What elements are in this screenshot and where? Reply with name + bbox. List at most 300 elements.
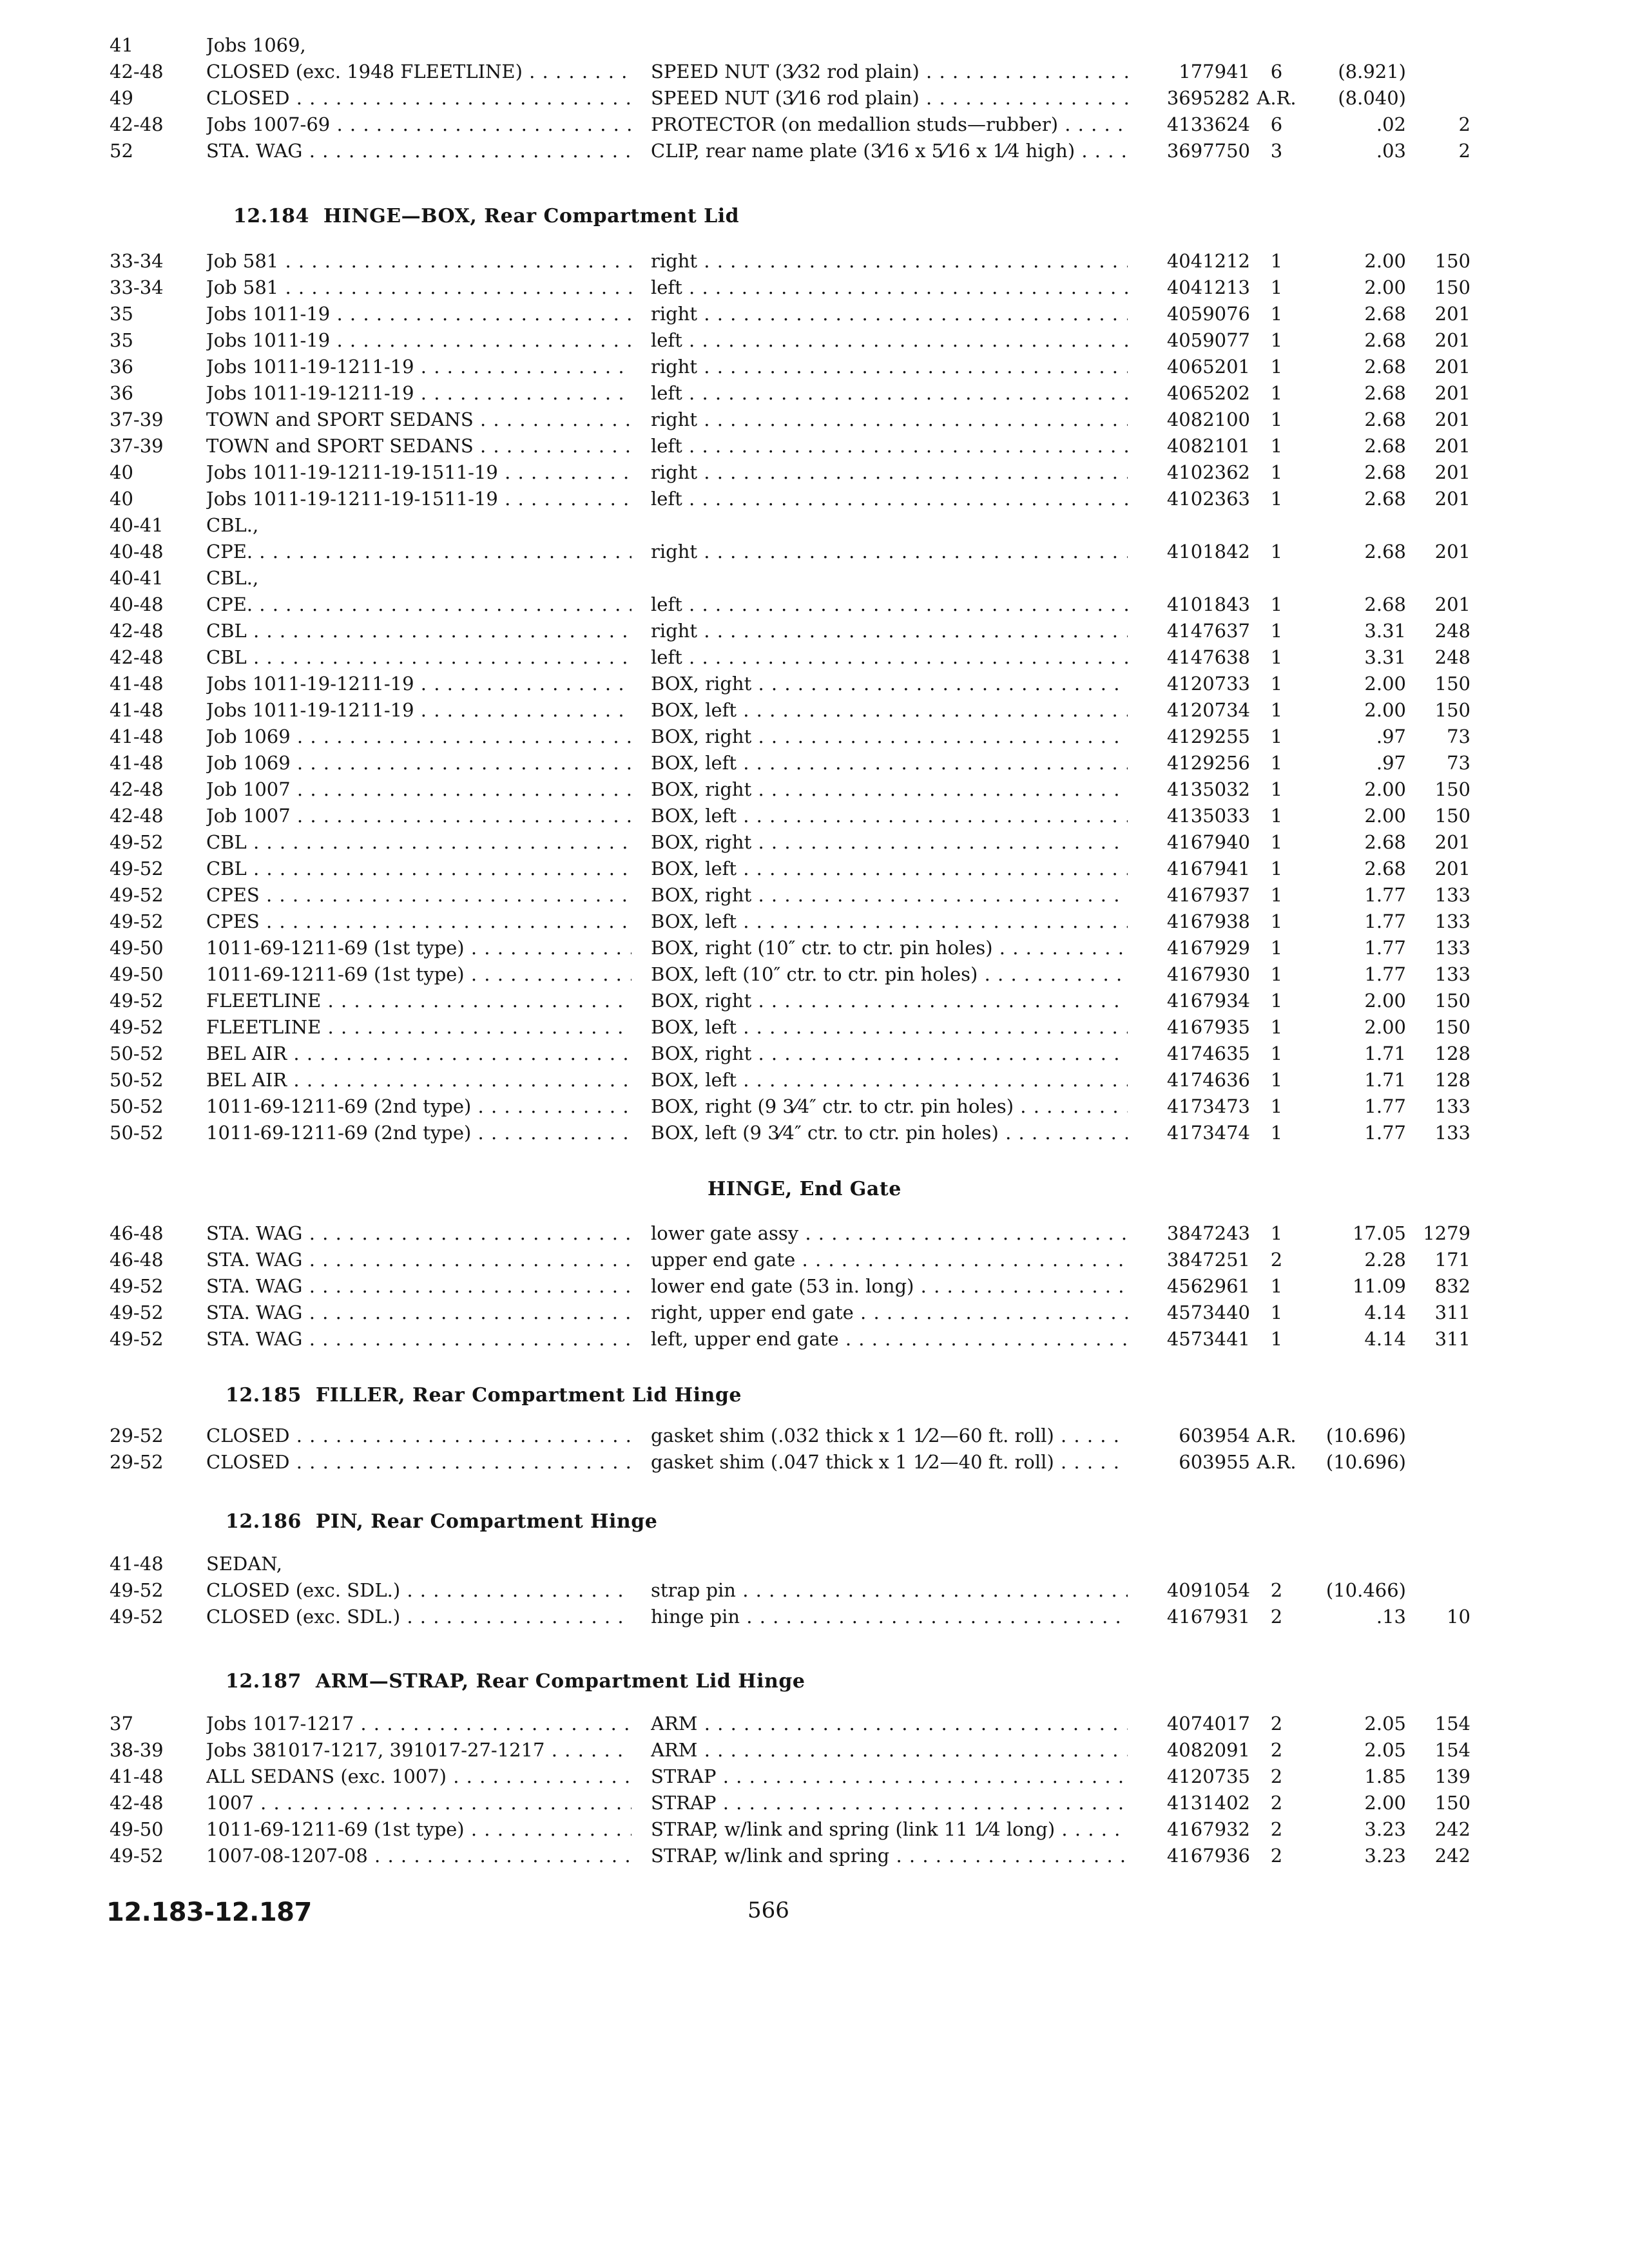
description-cell: BOX, left (9 3⁄4″ ctr. to ctr. pin holes) . . . [651,1120,1128,1146]
description-cell: BOX, right (10″ ctr. to ctr. pin holes) . . . [651,935,1128,961]
year-range-cell: 49-52 [110,858,164,879]
model-cell: BEL AIR . . . [206,1041,631,1067]
year-range-cell: 49-52 [110,1606,164,1628]
part-number-cell: 4167941 [1166,858,1250,879]
table-row [0,988,1629,1014]
list-price-cell: (8.040) [1338,87,1406,109]
list-price-cell: 11.09 [1352,1275,1406,1297]
model-cell: Jobs 1011-19-1211-19 . . . [206,671,631,697]
description-cell: right . . . [651,407,1128,433]
table-row [0,1816,1629,1843]
table-row [0,407,1629,433]
description-cell: right, upper end gate . . . [651,1300,1128,1326]
description-cell: gasket shim (.047 thick x 1 1⁄2—40 ft. roll) . . . [651,1449,1128,1475]
list-price-cell: 1.77 [1364,1122,1406,1144]
year-range-cell: 49-52 [110,1275,164,1297]
list-price-cell: 2.05 [1364,1739,1406,1761]
year-range-cell: 46-48 [110,1222,164,1244]
part-number-cell: 177941 [1179,61,1250,82]
quantity-cell: 2 [1270,1739,1283,1761]
quantity-cell: 1 [1270,1275,1283,1297]
list-price-cell: (10.696) [1325,1451,1406,1473]
dealer-cost-cell: 150 [1434,250,1470,272]
list-price-cell: 2.68 [1364,356,1406,378]
quantity-cell: 1 [1270,356,1283,378]
list-price-cell: 2.00 [1364,699,1406,721]
dealer-cost-cell: 128 [1434,1069,1470,1091]
part-number-cell: 4059076 [1166,303,1250,325]
table-row [0,565,1629,591]
model-cell: CBL., [206,514,259,536]
section-pin [0,1551,1629,1630]
dealer-cost-cell: 139 [1434,1765,1470,1787]
part-number-cell: 4173474 [1166,1122,1250,1144]
year-range-cell: 36 [110,382,133,404]
part-number-cell: 4174635 [1166,1043,1250,1064]
part-number-cell: 4101843 [1166,593,1250,615]
model-cell: CBL . . . [206,618,631,644]
description-cell: BOX, right . . . [651,724,1128,750]
dealer-cost-cell: 154 [1434,1739,1470,1761]
part-number-cell: 4135032 [1166,778,1250,800]
table-row [0,1273,1629,1300]
part-number-cell: 4074017 [1166,1713,1250,1735]
table-row [0,1067,1629,1093]
dealer-cost-cell: 201 [1434,488,1470,510]
table-row [0,59,1629,85]
list-price-cell: 2.00 [1364,673,1406,695]
part-number-cell: 4135033 [1166,805,1250,827]
dealer-cost-cell: 133 [1434,884,1470,906]
year-range-cell: 40-41 [110,567,164,589]
table-row [0,301,1629,327]
dealer-cost-cell: 201 [1434,831,1470,853]
list-price-cell: 2.68 [1364,488,1406,510]
year-range-cell: 35 [110,329,133,351]
table-row [0,1711,1629,1737]
year-range-cell: 38-39 [110,1739,164,1761]
part-number-cell: 4065201 [1166,356,1250,378]
section-title: PIN, Rear Compartment Hinge [315,1510,658,1533]
section-heading-12-185 [226,1384,742,1407]
dealer-cost-cell: 1279 [1423,1222,1470,1244]
dealer-cost-cell: 201 [1434,593,1470,615]
dealer-cost-cell: 248 [1434,620,1470,642]
list-price-cell: 1.77 [1364,963,1406,985]
quantity-cell: 1 [1270,778,1283,800]
model-cell: 1011-69-1211-69 (2nd type) . . . [206,1093,631,1120]
quantity-cell: 1 [1270,329,1283,351]
description-cell: hinge pin . . . [651,1604,1128,1630]
list-price-cell: 2.68 [1364,831,1406,853]
list-price-cell: 1.77 [1364,910,1406,932]
list-price-cell: .02 [1376,113,1406,135]
quantity-cell: 1 [1270,963,1283,985]
list-price-cell: 17.05 [1352,1222,1406,1244]
list-price-cell: 2.05 [1364,1713,1406,1735]
part-number-cell: 4041213 [1166,276,1250,298]
quantity-cell: 1 [1270,408,1283,430]
section-heading-end-gate [708,1178,901,1200]
dealer-cost-cell: 201 [1434,329,1470,351]
list-price-cell: 2.00 [1364,778,1406,800]
description-cell: BOX, left . . . [651,908,1128,935]
model-cell: FLEETLINE . . . [206,1014,631,1041]
description-cell: STRAP . . . [651,1763,1128,1790]
model-cell: STA. WAG . . . [206,1326,631,1352]
list-price-cell: .13 [1376,1606,1406,1628]
table-row [0,882,1629,908]
description-cell: right . . . [651,618,1128,644]
part-number-cell: 4147637 [1166,620,1250,642]
section-end-gate-hinge [0,1220,1629,1352]
table-row [0,380,1629,407]
quantity-cell: 1 [1270,1302,1283,1323]
year-range-cell: 49-50 [110,937,164,959]
dealer-cost-cell: 150 [1434,805,1470,827]
year-range-cell: 46-48 [110,1249,164,1271]
list-price-cell: 2.68 [1364,461,1406,483]
year-range-cell: 33-34 [110,250,164,272]
model-cell: CPES . . . [206,882,631,908]
description-cell: strap pin . . . [651,1577,1128,1604]
part-number-cell: 4129255 [1166,726,1250,747]
section-number: 12.184 [233,205,309,227]
model-cell: STA. WAG . . . [206,1273,631,1300]
model-cell: TOWN and SPORT SEDANS . . . [206,407,631,433]
part-number-cell: 4573440 [1166,1302,1250,1323]
dealer-cost-cell: 133 [1434,1095,1470,1117]
quantity-cell: 2 [1270,1845,1283,1867]
description-cell: left . . . [651,591,1128,618]
year-range-cell: 40-48 [110,593,164,615]
quantity-cell: 6 [1270,61,1283,82]
year-range-cell: 50-52 [110,1069,164,1091]
description-cell: SPEED NUT (3⁄32 rod plain) . . . [651,59,1128,85]
description-cell: BOX, right . . . [651,671,1128,697]
table-row [0,961,1629,988]
part-number-cell: 3695282 [1166,87,1250,109]
dealer-cost-cell: 154 [1434,1713,1470,1735]
quantity-cell: 1 [1270,303,1283,325]
year-range-cell: 52 [110,140,133,162]
list-price-cell: .03 [1376,140,1406,162]
part-number-cell: 4167940 [1166,831,1250,853]
year-range-cell: 40-41 [110,514,164,536]
description-cell: PROTECTOR (on medallion studs—rubber) . . . [651,111,1128,138]
dealer-cost-cell: 311 [1434,1328,1470,1350]
quantity-cell: 6 [1270,113,1283,135]
year-range-cell: 50-52 [110,1122,164,1144]
table-row [0,138,1629,164]
year-range-cell: 49-50 [110,1818,164,1840]
part-number-cell: 3847251 [1166,1249,1250,1271]
part-number-cell: 4120734 [1166,699,1250,721]
table-row [0,1014,1629,1041]
dealer-cost-cell: 150 [1434,276,1470,298]
dealer-cost-cell: 242 [1434,1818,1470,1840]
list-price-cell: 4.14 [1364,1302,1406,1323]
table-row [0,539,1629,565]
year-range-cell: 40 [110,461,133,483]
year-range-cell: 42-48 [110,778,164,800]
description-cell: left . . . [651,433,1128,459]
table-row [0,1300,1629,1326]
description-cell: lower end gate (53 in. long) . . . [651,1273,1128,1300]
year-range-cell: 41-48 [110,673,164,695]
quantity-cell: 1 [1270,488,1283,510]
list-price-cell: 2.00 [1364,990,1406,1012]
table-row [0,776,1629,803]
part-number-cell: 4573441 [1166,1328,1250,1350]
year-range-cell: 37 [110,1713,133,1735]
dealer-cost-cell: 2 [1458,140,1470,162]
description-cell: SPEED NUT (3⁄16 rod plain) . . . [651,85,1128,111]
table-row [0,1093,1629,1120]
year-range-cell: 49-52 [110,1016,164,1038]
part-number-cell: 4065202 [1166,382,1250,404]
list-price-cell: 2.68 [1364,541,1406,562]
model-cell: 1011-69-1211-69 (1st type) . . . [206,1816,631,1843]
quantity-cell: 1 [1270,250,1283,272]
part-number-cell: 4147638 [1166,646,1250,668]
model-cell: 1011-69-1211-69 (1st type) . . . [206,961,631,988]
model-cell: 1011-69-1211-69 (2nd type) . . . [206,1120,631,1146]
description-cell: lower gate assy . . . [651,1220,1128,1247]
dealer-cost-cell: 2 [1458,113,1470,135]
dealer-cost-cell: 201 [1434,303,1470,325]
quantity-cell: 1 [1270,831,1283,853]
table-row [0,32,1629,59]
section-heading-12-184 [233,205,739,227]
model-cell: Jobs 1011-19-1211-19-1511-19 . . . [206,459,631,486]
description-cell: left . . . [651,644,1128,671]
model-cell: ALL SEDANS (exc. 1007) . . . [206,1763,631,1790]
quantity-cell: 2 [1270,1765,1283,1787]
quantity-cell: A.R. [1257,1425,1296,1446]
description-cell: upper end gate . . . [651,1247,1128,1273]
part-number-cell: 4167932 [1166,1818,1250,1840]
section-continuation [0,32,1629,164]
description-cell: right . . . [651,459,1128,486]
list-price-cell: 1.77 [1364,937,1406,959]
table-row [0,1763,1629,1790]
quantity-cell: 1 [1270,620,1283,642]
list-price-cell: 2.68 [1364,329,1406,351]
table-row [0,1041,1629,1067]
table-row [0,111,1629,138]
part-number-cell: 4167934 [1166,990,1250,1012]
part-number-cell: 4173473 [1166,1095,1250,1117]
year-range-cell: 49-52 [110,910,164,932]
list-price-cell: 2.68 [1364,435,1406,457]
description-cell: left . . . [651,380,1128,407]
year-range-cell: 35 [110,303,133,325]
model-cell: STA. WAG . . . [206,1300,631,1326]
description-cell: BOX, right . . . [651,776,1128,803]
year-range-cell: 49-52 [110,831,164,853]
table-row [0,803,1629,829]
part-number-cell: 4167935 [1166,1016,1250,1038]
table-row [0,1604,1629,1630]
quantity-cell: 1 [1270,1016,1283,1038]
quantity-cell: A.R. [1257,1451,1296,1473]
year-range-cell: 41-48 [110,752,164,774]
dealer-cost-cell: 248 [1434,646,1470,668]
description-cell: left . . . [651,327,1128,354]
section-title: HINGE—BOX, Rear Compartment Lid [323,205,740,227]
list-price-cell: .97 [1376,752,1406,774]
table-row [0,1737,1629,1763]
year-range-cell: 42-48 [110,805,164,827]
part-number-cell: 4082100 [1166,408,1250,430]
list-price-cell: (10.466) [1325,1579,1406,1601]
model-cell: Jobs 1007-69 . . . [206,111,631,138]
dealer-cost-cell: 242 [1434,1845,1470,1867]
list-price-cell: .97 [1376,726,1406,747]
model-cell: CPE. . . . [206,539,631,565]
year-range-cell: 41-48 [110,1765,164,1787]
quantity-cell: 1 [1270,1122,1283,1144]
section-filler [0,1423,1629,1475]
quantity-cell: 2 [1270,1818,1283,1840]
table-row [0,829,1629,856]
dealer-cost-cell: 73 [1447,752,1470,774]
description-cell: CLIP, rear name plate (3⁄16 x 5⁄16 x 1⁄4 high) . . . [651,138,1128,164]
description-cell: left, upper end gate . . . [651,1326,1128,1352]
model-cell: Jobs 1011-19-1211-19-1511-19 . . . [206,486,631,512]
list-price-cell: 3.31 [1364,646,1406,668]
part-number-cell: 4102363 [1166,488,1250,510]
model-cell: STA. WAG . . . [206,1247,631,1273]
model-cell: SEDAN, [206,1553,282,1575]
year-range-cell: 29-52 [110,1425,164,1446]
dealer-cost-cell: 133 [1434,963,1470,985]
model-cell: Job 1069 . . . [206,724,631,750]
table-row [0,1423,1629,1449]
quantity-cell: 1 [1270,461,1283,483]
list-price-cell: 2.00 [1364,250,1406,272]
quantity-cell: 1 [1270,699,1283,721]
model-cell: STA. WAG . . . [206,138,631,164]
description-cell: BOX, right . . . [651,829,1128,856]
model-cell: Jobs 1011-19-1211-19 . . . [206,380,631,407]
model-cell: Job 1007 . . . [206,803,631,829]
model-cell: CPE. . . . [206,591,631,618]
dealer-cost-cell: 150 [1434,990,1470,1012]
year-range-cell: 49-52 [110,884,164,906]
list-price-cell: 2.68 [1364,303,1406,325]
description-cell: right . . . [651,539,1128,565]
part-number-cell: 4133624 [1166,113,1250,135]
description-cell: STRAP . . . [651,1790,1128,1816]
dealer-cost-cell: 73 [1447,726,1470,747]
section-heading-12-186 [226,1510,657,1533]
description-cell: left . . . [651,274,1128,301]
year-range-cell: 41 [110,34,133,56]
list-price-cell: 1.77 [1364,1095,1406,1117]
dealer-cost-cell: 10 [1447,1606,1470,1628]
list-price-cell: 3.23 [1364,1818,1406,1840]
part-number-cell: 603954 [1179,1425,1250,1446]
table-row [0,512,1629,539]
table-row [0,433,1629,459]
quantity-cell: 2 [1270,1792,1283,1814]
model-cell: CLOSED (exc. 1948 FLEETLINE) . . . [206,59,631,85]
section-hinge-box [0,248,1629,1146]
list-price-cell: 3.23 [1364,1845,1406,1867]
model-cell: Job 1007 . . . [206,776,631,803]
quantity-cell: 2 [1270,1606,1283,1628]
part-number-cell: 3847243 [1166,1222,1250,1244]
dealer-cost-cell: 311 [1434,1302,1470,1323]
description-cell: left . . . [651,486,1128,512]
part-number-cell: 4174636 [1166,1069,1250,1091]
list-price-cell: 1.71 [1364,1043,1406,1064]
section-arm-strap [0,1711,1629,1869]
part-number-cell: 4562961 [1166,1275,1250,1297]
quantity-cell: 1 [1270,1043,1283,1064]
dealer-cost-cell: 133 [1434,1122,1470,1144]
table-row [0,274,1629,301]
quantity-cell: 1 [1270,726,1283,747]
section-title: HINGE, End Gate [708,1178,901,1200]
description-cell: BOX, right . . . [651,882,1128,908]
table-row [0,354,1629,380]
dealer-cost-cell: 133 [1434,937,1470,959]
dealer-cost-cell: 171 [1434,1249,1470,1271]
description-cell: STRAP, w/link and spring (link 11 1⁄4 long) . . . [651,1816,1128,1843]
description-cell: ARM . . . [651,1711,1128,1737]
model-cell: CLOSED . . . [206,85,631,111]
model-cell: CLOSED . . . [206,1423,631,1449]
model-cell: CBL . . . [206,644,631,671]
table-row [0,1120,1629,1146]
quantity-cell: 1 [1270,858,1283,879]
footer-page-number: 566 [747,1898,789,1923]
table-row [0,724,1629,750]
dealer-cost-cell: 150 [1434,778,1470,800]
list-price-cell: (8.921) [1338,61,1406,82]
part-number-cell: 4059077 [1166,329,1250,351]
quantity-cell: 1 [1270,673,1283,695]
description-cell: BOX, left . . . [651,1067,1128,1093]
table-row [0,327,1629,354]
model-cell: TOWN and SPORT SEDANS . . . [206,433,631,459]
dealer-cost-cell: 201 [1434,461,1470,483]
part-number-cell: 4102362 [1166,461,1250,483]
quantity-cell: 1 [1270,805,1283,827]
model-cell: Jobs 1011-19-1211-19 . . . [206,354,631,380]
year-range-cell: 42-48 [110,1792,164,1814]
part-number-cell: 4167936 [1166,1845,1250,1867]
model-cell: 1007-08-1207-08 . . . [206,1843,631,1869]
table-row [0,644,1629,671]
list-price-cell: 1.85 [1364,1765,1406,1787]
dealer-cost-cell: 201 [1434,541,1470,562]
table-row [0,1843,1629,1869]
quantity-cell: 1 [1270,435,1283,457]
quantity-cell: 3 [1270,140,1283,162]
list-price-cell: 2.00 [1364,276,1406,298]
description-cell: ARM . . . [651,1737,1128,1763]
model-cell: Jobs 1017-1217 . . . [206,1711,631,1737]
part-number-cell: 4129256 [1166,752,1250,774]
dealer-cost-cell: 150 [1434,1016,1470,1038]
year-range-cell: 42-48 [110,61,164,82]
section-number: 12.185 [226,1384,302,1407]
year-range-cell: 42-48 [110,620,164,642]
